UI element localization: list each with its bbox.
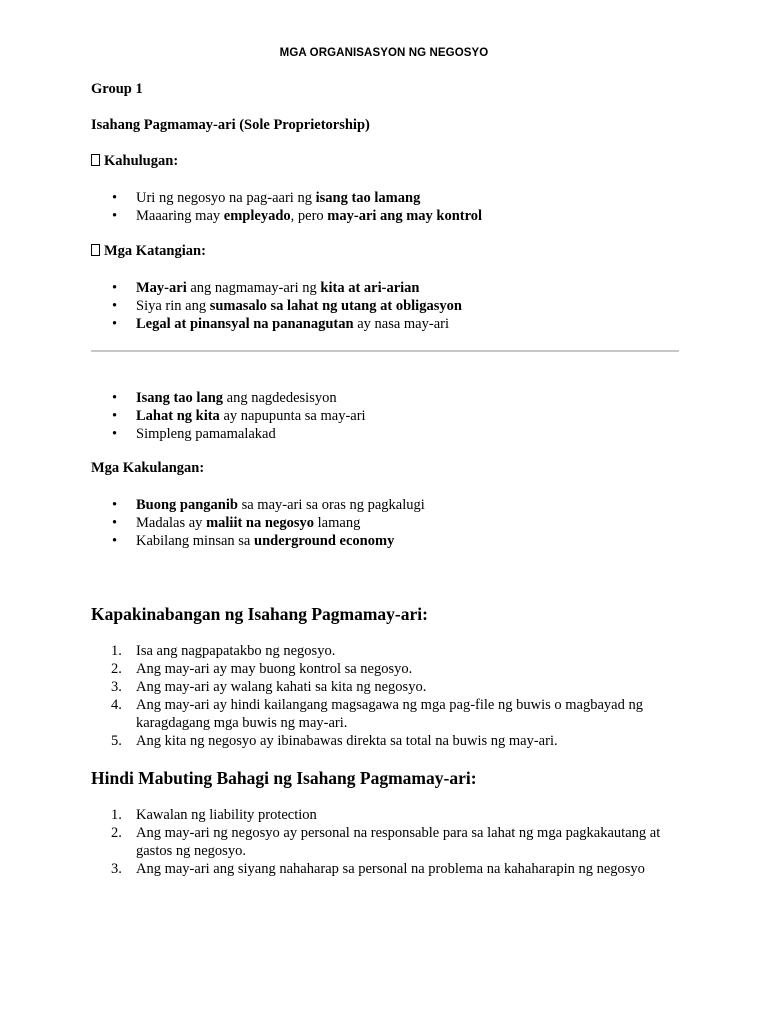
list-item (91, 496, 679, 514)
bullet-icon: • (112, 408, 118, 424)
list-item (91, 514, 679, 532)
kahulugan-label (91, 153, 178, 170)
bullet-icon: • (112, 316, 118, 332)
kapakinabangan-heading: Kapakinabangan ng Isahang Pagmamay-ari: (91, 604, 428, 624)
bold-text: Legal at pinansyal na pananagutan (136, 316, 354, 332)
horizontal-divider (91, 350, 679, 352)
item-number: 1. (111, 807, 122, 823)
katangian-list (91, 279, 679, 333)
item-text: Ang kita ng negosyo ay ibinabawas direkta sa total na buwis ng may-ari. (136, 733, 558, 749)
text-run: lamang (314, 515, 361, 531)
section-subtitle: Isahang Pagmamay-ari (Sole Proprietorship) (91, 117, 370, 133)
text-run: Maaaring may (136, 208, 224, 224)
bullet-icon: • (112, 533, 118, 549)
item-number: 2. (111, 661, 122, 677)
numbered-item (91, 642, 679, 660)
kapakinabangan-list (91, 642, 679, 750)
text-run: ay nasa may-ari (353, 316, 449, 332)
numbered-item (91, 860, 679, 878)
kahulugan-list (91, 189, 679, 225)
item-number: 1. (111, 643, 122, 659)
katangian-label-text: Mga Katangian: (104, 243, 206, 259)
bold-text: Lahat ng kita (136, 408, 220, 424)
numbered-item (91, 806, 679, 824)
item-number: 2. (111, 825, 122, 841)
hindi-mabuti-heading: Hindi Mabuting Bahagi ng Isahang Pagmamay-ari: (91, 768, 477, 788)
bold-text: may-ari ang may kontrol (327, 208, 483, 224)
item-number: 3. (111, 861, 122, 877)
kakulangan-list (91, 496, 679, 550)
hindi-mabuti-list (91, 806, 679, 878)
text-run: Madalas ay (136, 515, 207, 531)
numbered-item (91, 678, 679, 696)
item-number: 3. (111, 679, 122, 695)
list-item (91, 407, 679, 425)
text-run: ay napupunta sa may-ari (219, 408, 366, 424)
list-item (91, 532, 679, 550)
item-text: Ang may-ari ng negosyo ay personal na responsable para sa lahat ng mga pagkakautang at gastos ng negosyo. (136, 825, 661, 859)
numbered-item (91, 732, 679, 750)
bold-text: empleyado (223, 208, 291, 224)
list-item (91, 297, 679, 315)
bold-text: sumasalo sa lahat ng utang at obligasyon (209, 298, 462, 314)
benefits-short-list (91, 389, 679, 443)
list-item (91, 315, 679, 333)
numbered-item (91, 660, 679, 678)
bold-text: underground economy (254, 533, 395, 549)
bullet-icon: • (112, 298, 118, 314)
bullet-icon: • (112, 426, 118, 442)
list-item (91, 279, 679, 297)
text-run: Uri ng negosyo na pag-aari ng (136, 190, 316, 206)
bullet-icon: • (112, 208, 118, 224)
numbered-item (91, 824, 679, 860)
bullet-icon: • (112, 390, 118, 406)
item-number: 4. (111, 697, 122, 713)
item-text: Ang may-ari ang siyang nahaharap sa personal na problema na kahaharapin ng negosyo (136, 861, 645, 877)
bullet-icon: • (112, 190, 118, 206)
list-item (91, 189, 679, 207)
item-text: Isa ang nagpapatakbo ng negosyo. (136, 643, 336, 659)
list-item (91, 389, 679, 407)
bold-text: kita at ari-arian (320, 280, 420, 296)
bold-text: May-ari (136, 280, 187, 296)
item-text: Ang may-ari ay hindi kailangang magsagawa ng mga pag-file ng buwis o magbayad ng karagdagang mga buwis ng may-ari. (136, 697, 643, 731)
bold-text: Isang tao lang (136, 390, 224, 406)
bullet-icon: • (112, 515, 118, 531)
kahulugan-label-text: Kahulugan: (104, 153, 179, 169)
list-item (91, 207, 679, 225)
document-title: MGA ORGANISASYON NG NEGOSYO (279, 47, 489, 59)
bullet-icon: • (112, 280, 118, 296)
text-run: ang nagmamay-ari ng (186, 280, 321, 296)
kakulangan-label: Mga Kakulangan: (91, 460, 205, 476)
item-text: Ang may-ari ay walang kahati sa kita ng negosyo. (136, 679, 427, 695)
text-run: , pero (290, 208, 328, 224)
item-text: Kawalan ng liability protection (136, 807, 317, 823)
katangian-label (91, 243, 206, 260)
bullet-icon: • (112, 497, 118, 513)
text-run: Simpleng pamamalakad (136, 426, 276, 442)
item-number: 5. (111, 733, 122, 749)
bold-text: maliit na negosyo (206, 515, 315, 531)
bold-text: isang tao lamang (315, 190, 421, 206)
text-run: ang nagdedesisyon (223, 390, 337, 406)
group-label: Group 1 (91, 81, 143, 97)
numbered-item (91, 696, 679, 732)
text-run: Siya rin ang (136, 298, 210, 314)
text-run: Kabilang minsan sa (136, 533, 254, 549)
text-run: sa may-ari sa oras ng pagkalugi (237, 497, 425, 513)
list-item (91, 425, 679, 443)
item-text: Ang may-ari ay may buong kontrol sa negosyo. (136, 661, 413, 677)
missing-glyph-icon (91, 244, 100, 256)
missing-glyph-icon (91, 154, 100, 166)
bold-text: Buong panganib (136, 497, 238, 513)
